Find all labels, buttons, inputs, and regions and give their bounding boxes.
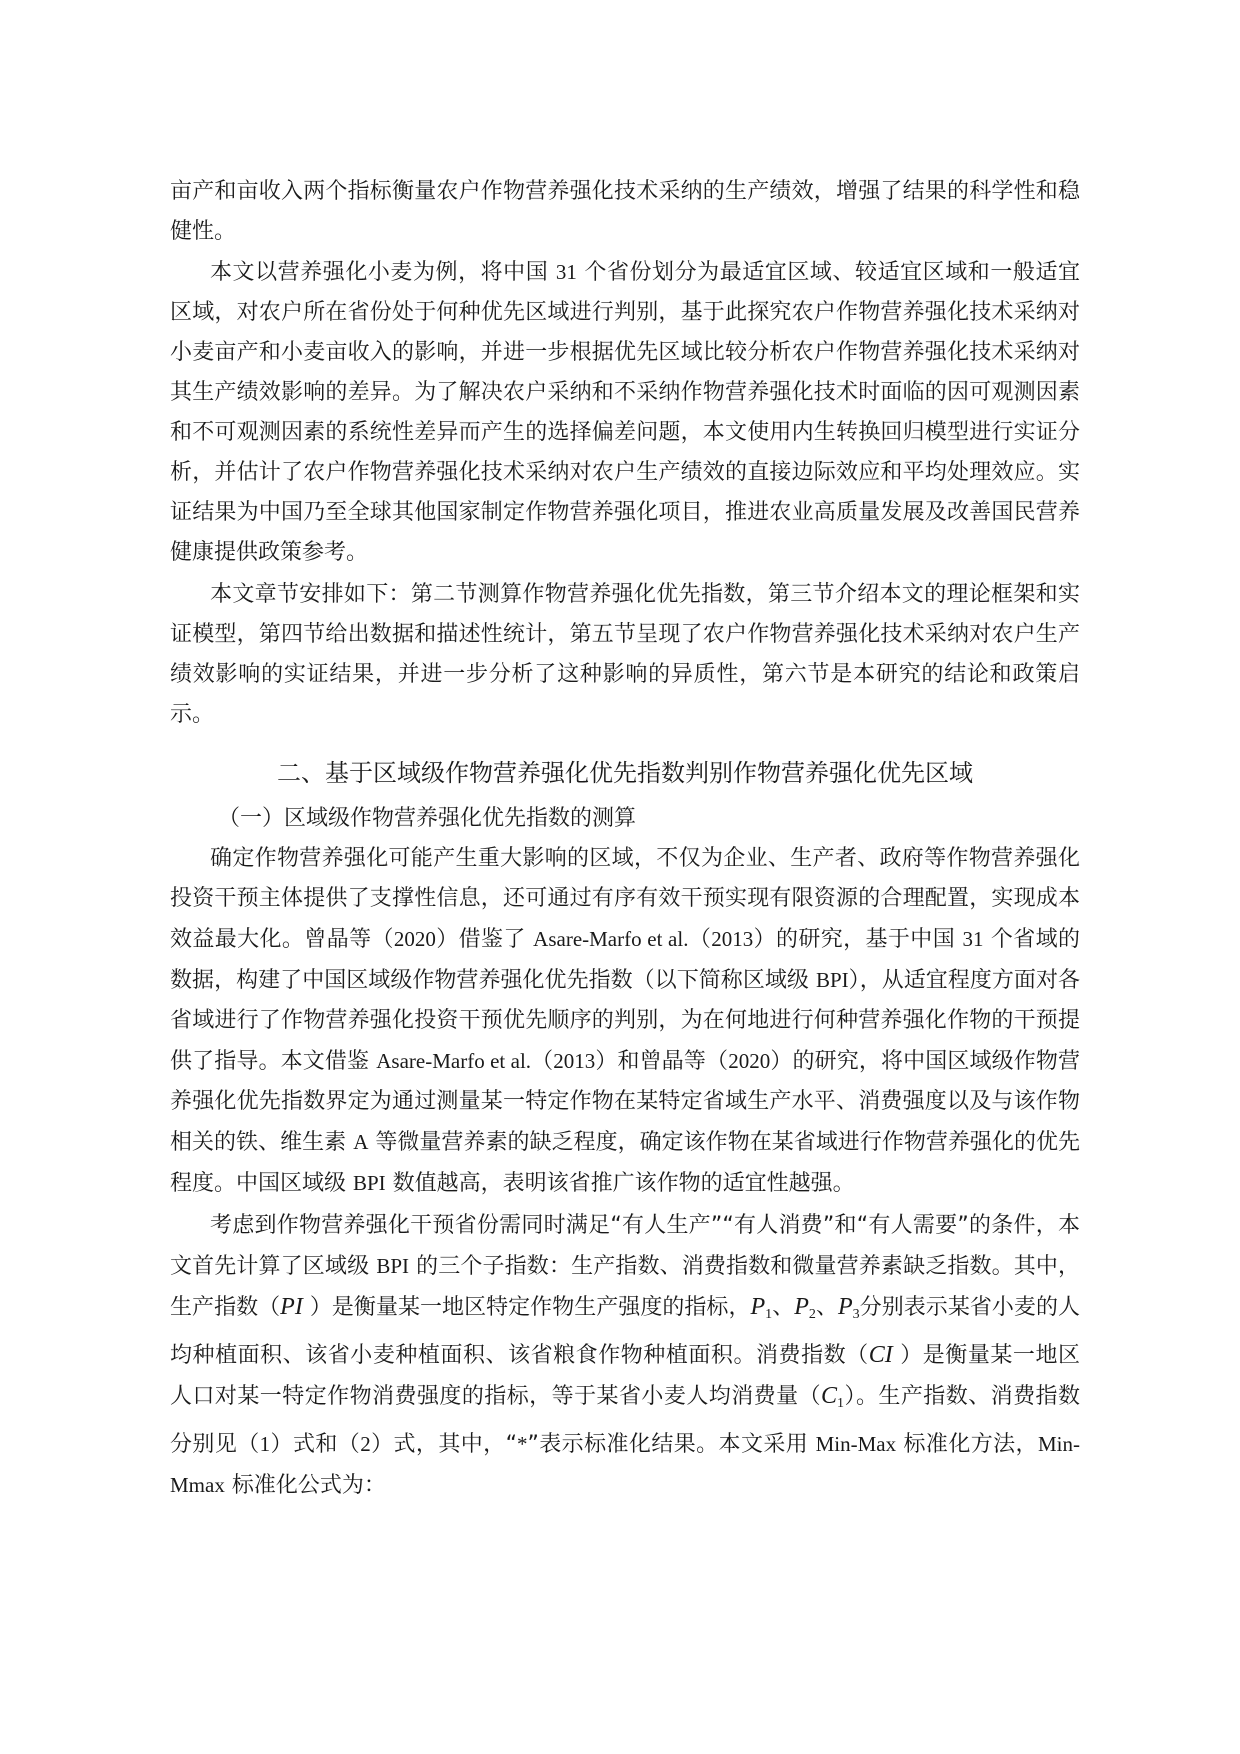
paragraph-continued: 亩产和亩收入两个指标衡量农户作物营养强化技术采纳的生产绩效，增强了结果的科学性和稳健性。 [170,179,1080,244]
paragraph-subindex [170,1206,1080,1506]
year-ref: 2020 [393,927,436,951]
text-span: 本文以营养强化小麦为例，将中国 [210,260,556,285]
section-title: 二、基于区域级作物营养强化优先指数判别作物营养强化优先区域 [277,759,973,787]
paragraph-bpi [170,839,1080,1204]
year-ref: 2020 [728,1049,771,1073]
subscript-2: 2 [808,1307,816,1322]
paragraph-outline: 本文章节安排如下：第二节测算作物营养强化优先指数，第三节介绍本文的理论框架和实证模型，第四节给出数据和描述性统计，第五节呈现了农户作物营养强化技术采纳对农户生产绩效影响的实证结果，并进一步分析了这种影响的异质性，第六节是本研究的结论和政策启示。 [170,582,1080,727]
text-span: 标准化方法， [896,1432,1038,1457]
variable-c1: C [821,1383,838,1409]
text-span: ）式和（ [270,1432,361,1457]
text-span: （ [688,927,712,952]
year-ref: 2013 [711,927,754,951]
text-span: ”表示标准化结果。本文采用 [527,1432,816,1457]
variable-p1: P [750,1294,766,1320]
separator: 、 [815,1295,838,1320]
subscript-3: 3 [852,1307,860,1322]
variable-pi: PI [280,1294,303,1320]
vitamin-a: A [353,1130,369,1154]
equation-number-2: 2 [360,1432,371,1456]
text-span: 数值越高，表明该省推广该作物的适宜性越强。 [385,1171,855,1196]
citation-asare-marfo: Asare-Marfo et al. [533,927,689,951]
text-span: 个省份划分为最适宜区域、较适宜区域和一般适宜区域，对农户所在省份处于何种优先区域进行判别，基于此探究农户作物营养强化技术采纳对小麦亩产和小麦亩收入的影响，并进一步根据优先区域比较分析农户作物营养强化技术采纳对其生产绩效影响的差异。为了解决农户采纳和不采纳作物营养强化技术时面临的因可观测因素和不可观测因素的系统性差异而产生的选择偏差问题，本文使用内生转换回归模型进行实证分析，并估计了农户作物营养强化技术采纳对农户生产绩效的直接边际效应和平均处理效应。实证结果为中国乃至全球其他国家制定作物营养强化项目，推进农业高质量发展及改善国民营养健康提供政策参考。 [170,260,1080,565]
text-span: 分别表示某省小麦的人均种植面积、该省小麦种植面积、该省粮食作物种植面积。消费指数（ [170,1295,1080,1368]
text-span: 等微量营养素的缺乏程度，确定该作物在某省域进行作物营养强化的优先程度。中国区域级 [170,1130,1081,1196]
number-31: 31 [555,260,577,284]
subsection-title: （一）区域级作物营养强化优先指数的测算 [218,806,637,831]
text-span: （ [531,1049,554,1074]
subscript-1: 1 [837,1396,845,1411]
text-span: ）的研究，将中国区域级作物营养强化优先指数界定为通过测量某一特定作物在某特定省域生产水平、消费强度以及与该作物相关的铁、维生素 [170,1049,1080,1155]
paragraph-intro [170,252,1080,573]
separator: 、 [772,1295,795,1320]
text-span: ）是衡量某一地区人口对某一特定作物消费强度的指标，等于某省小麦人均消费量（ [170,1343,1080,1409]
variable-p2: P [794,1294,809,1320]
text-span: 的三个子指数：生产指数、消费指数和微量营养素缺乏指数。其中，生产指数（ [170,1254,1080,1320]
text-span: ），从适宜程度方面对各省域进行了作物营养强化投资干预优先顺序的判别，为在何地进行何种营养强化作物的干预提供了指导。本文借鉴 [170,968,1080,1074]
text-span: 个省域的数据，构建了中国区域级作物营养强化优先指数（以下简称区域级 [170,927,1080,993]
text-span: 确定作物营养强化可能产生重大影响的区域，不仅为企业、生产者、政府等作物营养强化投资干预主体提供了支撑性信息，还可通过有序有效干预实现有限资源的合理配置，实现成本效益最大化。曾晶等（ [170,846,1080,952]
number-31: 31 [962,927,984,951]
citation-asare-marfo: Asare-Marfo et al. [376,1049,532,1073]
term-bpi: BPI [815,968,849,992]
variable-ci: CI [868,1342,893,1368]
text-span: ）式，其中，“ [370,1432,517,1457]
term-bpi: BPI [353,1171,386,1195]
equation-number-1: 1 [259,1432,271,1456]
year-ref: 2013 [553,1049,596,1073]
text-span: 考虑到作物营养强化干预省份需同时满足“有人生产”“有人消费”和“有人需要”的条件，本文首先计算了区域级 [170,1213,1080,1279]
text-span: ）借鉴了 [435,927,534,952]
text-span: ）和曾晶等（ [595,1049,729,1074]
term-min-max: Min-Max [815,1432,897,1456]
text-span: 标准化公式为： [224,1473,386,1498]
subscript-1: 1 [765,1307,773,1322]
page-content [170,172,1080,1506]
text-span: ）。生产指数、消费指数分别见（ [170,1384,1080,1457]
variable-p3: P [838,1294,853,1320]
text-span: ）的研究，基于中国 [753,927,963,952]
term-bpi: BPI [376,1254,410,1278]
term-min-mmax: Min-Mmax [170,1432,1080,1497]
text-span: ）是衡量某一地区特定作物生产强度的指标， [302,1295,751,1320]
asterisk-symbol: * [516,1432,528,1456]
